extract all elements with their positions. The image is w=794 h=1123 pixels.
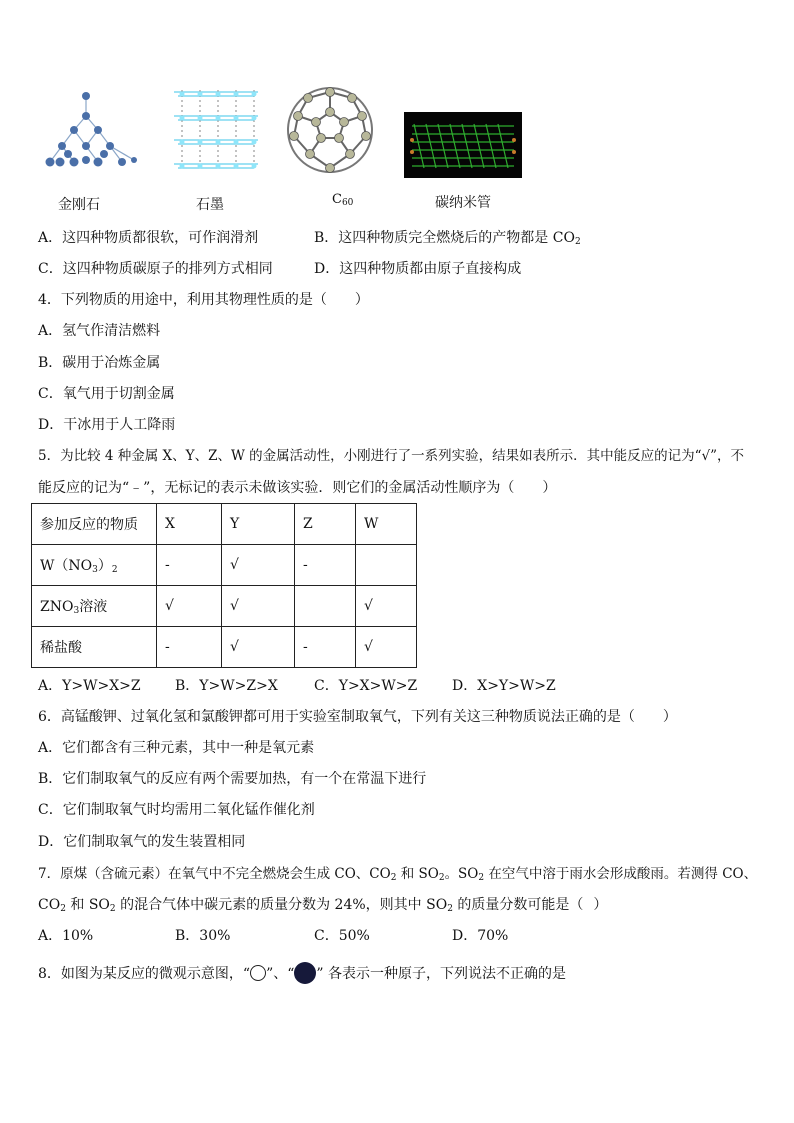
table-cell: √ — [157, 586, 222, 627]
q6-option-c: C．它们制取氧气时均需用二氧化锰作催化剂 — [38, 802, 315, 818]
table-cell — [356, 545, 417, 586]
table-cell: √ — [222, 545, 295, 586]
q3-option-c: C．这四种物质碳原子的排列方式相同 — [38, 261, 273, 277]
nanotube-figure — [404, 112, 522, 178]
q7-option-d: D．70% — [452, 928, 509, 944]
q6-option-a: A．它们都含有三种元素，其中一种是氧元素 — [38, 740, 315, 756]
q7-option-c: C．50% — [314, 928, 370, 944]
table-header: X — [157, 504, 222, 545]
table-cell: √ — [222, 586, 295, 627]
c60-figure — [282, 82, 378, 178]
table-row — [32, 586, 417, 627]
table-row — [32, 627, 417, 668]
q6-option-b: B．它们制取氧气的反应有两个需要加热，有一个在常温下进行 — [38, 771, 427, 787]
table-cell: - — [157, 545, 222, 586]
q8-stem: 8．如图为某反应的微观示意图，“ ”、“ ” 各表示一种原子，下列说法不正确的是 — [38, 962, 566, 984]
q5-stem-line2: 能反应的记为“﹣”，无标记的表示未做该实验．则它们的金属活动性顺序为（ ） — [38, 480, 557, 496]
graphite-figure — [170, 86, 262, 174]
q4-stem: 4．下列物质的用途中，利用其物理性质的是（ ） — [38, 292, 369, 308]
q3-option-a: A．这四种物质都很软，可作润滑剂 — [38, 230, 259, 246]
c60-caption: $C_{60}$ — [332, 192, 354, 208]
q7-stem-line1: 7．原煤（含硫元素）在氧气中不完全燃烧会生成 CO、$CO_2$ 和 $SO_2$。$SO_2$ 在空气中溶于雨水会形成酸雨。若测得 CO、 — [38, 866, 758, 883]
white-atom-icon — [250, 965, 266, 981]
table-cell: √ — [222, 627, 295, 668]
table-cell — [295, 586, 356, 627]
table-row — [32, 545, 417, 586]
diamond-figure — [38, 88, 138, 176]
q7-option-b: B．30% — [175, 928, 231, 944]
dark-atom-icon — [294, 962, 316, 984]
table-header: Z — [295, 504, 356, 545]
graphite-caption: 石墨 — [196, 197, 224, 213]
table-cell: √ — [356, 586, 417, 627]
q5-stem-line1: 5．为比较 4 种金属 X、Y、Z、W 的金属活动性，小刚进行了一系列实验，结果如表所示．其中能反应的记为“√”，不 — [38, 448, 745, 464]
q6-option-d: D．它们制取氧气的发生装置相同 — [38, 834, 246, 850]
q5-option-b: B．Y>W>Z>X — [175, 678, 278, 694]
diamond-caption: 金刚石 — [58, 197, 100, 213]
nanotube-caption: 碳纳米管 — [435, 195, 491, 211]
q4-option-c: C．氧气用于切割金属 — [38, 386, 175, 402]
table-row-label: $W(NO_3)_2$ — [32, 545, 157, 586]
table-cell: - — [295, 627, 356, 668]
table-cell: - — [295, 545, 356, 586]
q3-option-b: B．这四种物质完全燃烧后的产物都是 $CO_2$ — [314, 230, 581, 247]
q7-option-a: A．10% — [38, 928, 94, 944]
q5-option-c: C．Y>X>W>Z — [314, 678, 418, 694]
table-header: Y — [222, 504, 295, 545]
q3-option-d: D．这四种物质都由原子直接构成 — [314, 261, 522, 277]
experiment-table — [31, 503, 417, 668]
q4-option-a: A．氢气作清洁燃料 — [38, 323, 161, 339]
table-header: W — [356, 504, 417, 545]
q7-stem-line2: $CO_2$ 和 $SO_2$ 的混合气体中碳元素的质量分数为 24%，则其中 $SO_2$ 的质量分数可能是（ ） — [38, 897, 608, 914]
q4-option-b: B．碳用于冶炼金属 — [38, 355, 161, 371]
table-header-row — [32, 504, 417, 545]
q4-option-d: D．干冰用于人工降雨 — [38, 417, 176, 433]
q5-option-d: D．X>Y>W>Z — [452, 678, 556, 694]
table-row-label: $ZNO_3$溶液 — [32, 586, 157, 627]
q5-option-a: A．Y>W>X>Z — [38, 678, 141, 694]
table-header: 参加反应的物质 — [32, 504, 157, 545]
table-cell: - — [157, 627, 222, 668]
table-row-label: 稀盐酸 — [32, 627, 157, 668]
q6-stem: 6．高锰酸钾、过氧化氢和氯酸钾都可用于实验室制取氧气，下列有关这三种物质说法正确的是（ ） — [38, 709, 677, 725]
table-cell: √ — [356, 627, 417, 668]
